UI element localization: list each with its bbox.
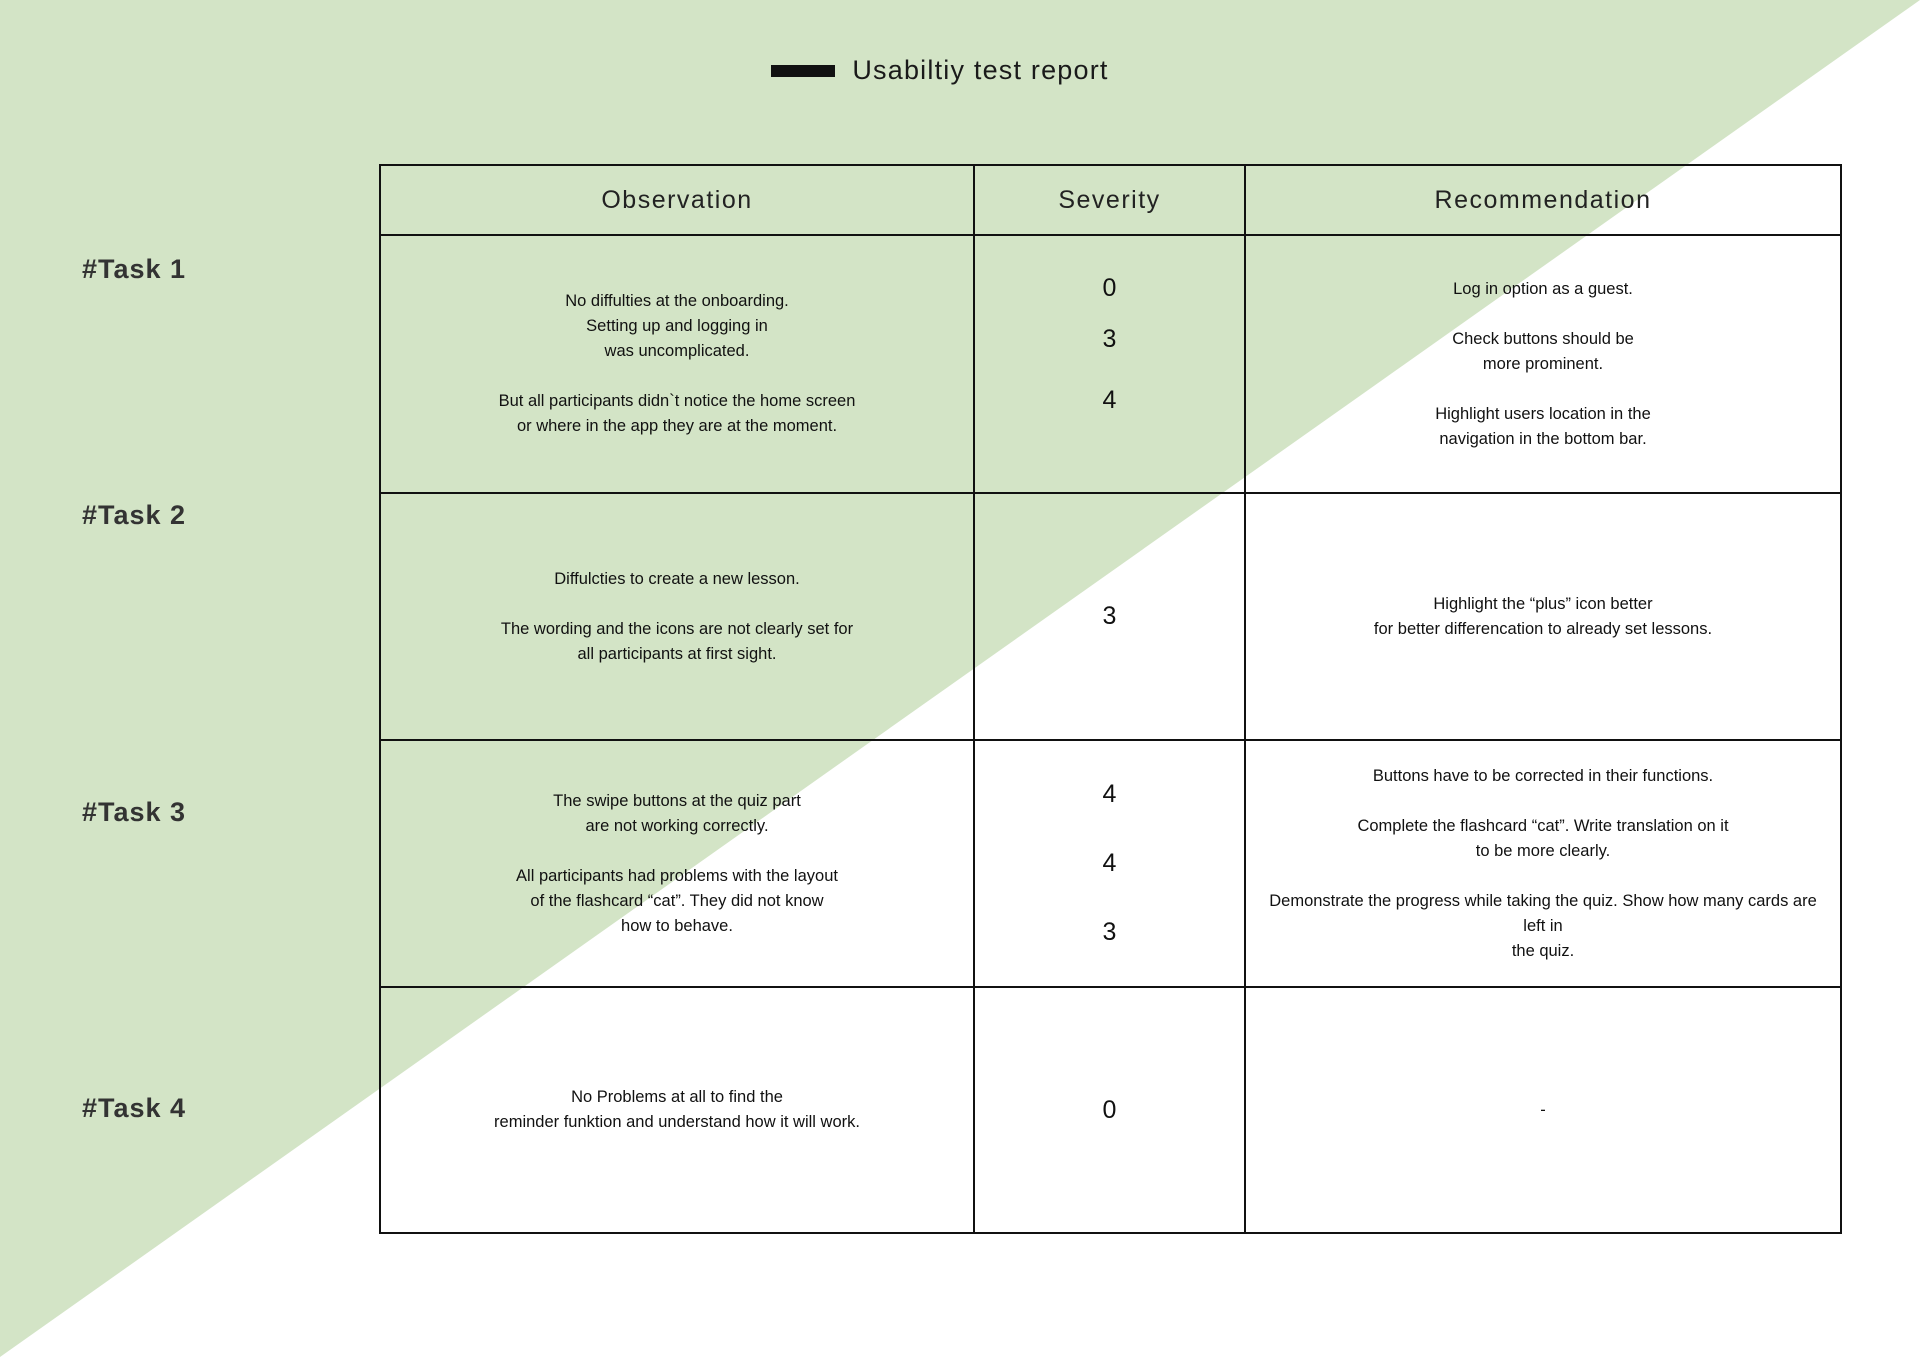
severity-value: 4 bbox=[1102, 780, 1117, 808]
recommendation-line: Highlight users location in the bbox=[1435, 404, 1651, 423]
task-label-3: #Task 3 bbox=[82, 797, 187, 827]
observation-cell bbox=[380, 235, 974, 493]
observation-line: Setting up and logging in bbox=[586, 317, 768, 335]
recommendation-line: - bbox=[1540, 1100, 1546, 1119]
recommendation-cell bbox=[1245, 493, 1841, 740]
recommendation-cell bbox=[1245, 740, 1841, 987]
observation-line: All participants had problems with the layout bbox=[516, 866, 838, 885]
table-header-row bbox=[380, 165, 1841, 235]
task-label-4: #Task 4 bbox=[82, 1093, 187, 1123]
recommendation-line: Log in option as a guest. bbox=[1453, 279, 1633, 298]
severity-value: 4 bbox=[1102, 849, 1117, 877]
observation-line: how to behave. bbox=[621, 916, 733, 935]
severity-value: 3 bbox=[1102, 918, 1117, 946]
column-header-severity: Severity bbox=[974, 165, 1245, 235]
observation-line: No diffulties at the onboarding. bbox=[565, 292, 789, 310]
recommendation-cell bbox=[1245, 987, 1841, 1233]
column-header-observation: Observation bbox=[380, 165, 974, 235]
recommendation-cell bbox=[1245, 235, 1841, 493]
recommendation-line: Demonstrate the progress while taking the quiz. Show how many cards are left in bbox=[1269, 891, 1817, 935]
observation-line: The swipe buttons at the quiz part bbox=[553, 791, 801, 810]
observation-line: reminder funktion and understand how it will work. bbox=[494, 1113, 860, 1131]
observation-line: or where in the app they are at the moment. bbox=[516, 417, 838, 435]
observation-line: was uncomplicated. bbox=[604, 342, 750, 360]
recommendation-line: for better differencation to already set lessons. bbox=[1373, 619, 1713, 638]
observation-line: No Problems at all to find the bbox=[571, 1088, 783, 1106]
severity-cell bbox=[974, 493, 1245, 740]
header-bar-decoration bbox=[771, 65, 835, 77]
report-header bbox=[0, 55, 1920, 86]
observation-cell bbox=[380, 740, 974, 987]
severity-value: 0 bbox=[1102, 1095, 1117, 1124]
recommendation-line: more prominent. bbox=[1482, 354, 1604, 373]
column-header-recommendation: Recommendation bbox=[1245, 165, 1841, 235]
observation-line: are not working correctly. bbox=[585, 816, 769, 835]
page-title: Usabiltiy test report bbox=[852, 55, 1109, 85]
severity-cell bbox=[974, 987, 1245, 1233]
observation-line: all participants at first sight. bbox=[577, 644, 777, 663]
observation-cell bbox=[380, 493, 974, 740]
recommendation-line: to be more clearly. bbox=[1475, 841, 1611, 860]
observation-cell bbox=[380, 987, 974, 1233]
usability-report-table bbox=[379, 164, 1842, 1234]
recommendation-line: Check buttons should be bbox=[1452, 329, 1634, 348]
observation-line: of the flashcard “cat”. They did not know bbox=[530, 891, 824, 910]
severity-cell bbox=[974, 740, 1245, 987]
recommendation-line: Complete the flashcard “cat”. Write translation on it bbox=[1357, 816, 1729, 835]
recommendation-line: Highlight the “plus” icon better bbox=[1433, 594, 1653, 613]
table-row-task-3 bbox=[380, 740, 1841, 987]
observation-line: The wording and the icons are not clearly set for bbox=[500, 619, 854, 638]
severity-value: 3 bbox=[1102, 602, 1117, 630]
task-label-2: #Task 2 bbox=[82, 500, 187, 530]
severity-value: 4 bbox=[1102, 385, 1117, 414]
table-row-task-1 bbox=[380, 235, 1841, 493]
recommendation-line: Buttons have to be corrected in their functions. bbox=[1372, 766, 1714, 785]
recommendation-line: the quiz. bbox=[1511, 941, 1575, 960]
task-label-1: #Task 1 bbox=[82, 254, 187, 284]
severity-value: 3 bbox=[1102, 324, 1117, 353]
observation-line: Diffulcties to create a new lesson. bbox=[554, 569, 800, 588]
observation-line: But all participants didn`t notice the home screen bbox=[498, 392, 856, 410]
table-row-task-4 bbox=[380, 987, 1841, 1233]
table-row-task-2 bbox=[380, 493, 1841, 740]
severity-cell bbox=[974, 235, 1245, 493]
severity-value: 0 bbox=[1102, 273, 1117, 302]
recommendation-line: navigation in the bottom bar. bbox=[1439, 429, 1647, 448]
